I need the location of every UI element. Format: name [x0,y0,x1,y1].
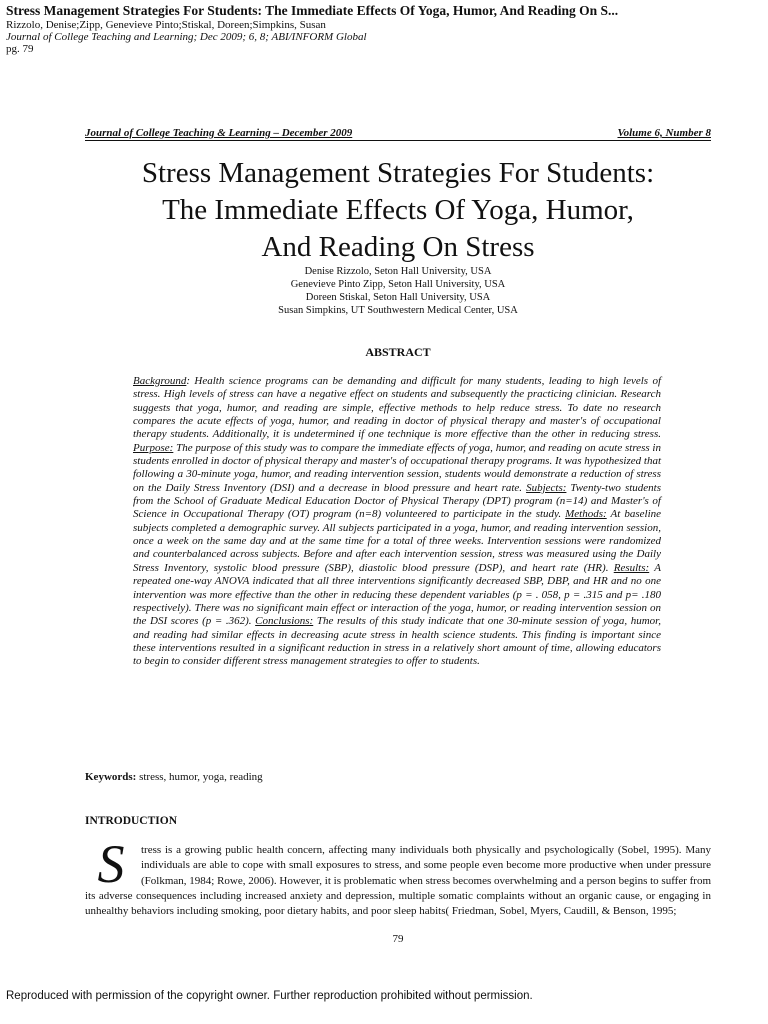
abstract-subjects: Twenty-two students from the School of Graduate Medical Education Doctor of Physical Therapy (DPT) program (n=14) and Master's of Science in Occupational Therapy (OT) program (n=8) volunteered to participate in the study. [133,481,662,521]
keywords [85,770,711,784]
abstract-methods: At baseline subjects completed a demographic survey. All subjects participated in a yoga, humor, and reading intervention session, once a week on the same day and at the same time for a total of three weeks. Intervention sessions were randomized and counterbalanced across subjects. Before and after each intervention session, stress was measured using the Daily Stress Inventory, systolic blood pressure (SBP), diastolic blood pressure (DSP), and heart rate (HR). [133,508,662,574]
copyright-footer: Reproduced with permission of the copyright owner. Further reproduction prohibited without permission. [6,990,533,1002]
author-list [150,265,646,317]
author-affiliation: Denise Rizzolo, Seton Hall University, USA [304,266,492,277]
introduction-text: tress is a growing public health concern, affecting many individuals both physically and psychologically (Sobel, 1995). Many individuals are able to cope with small exposures to stress, and some people even become more productive when under pressure (Folkman, 1984; Rowe, 2006). However, it is problematic when stress becomes overwhelming and a person begins to suffer from its adverse consequences including increased anxiety and depression, multiple somatic complaints without an organic cause, or engaging in unhealthy behaviors including smoking, poor dietary habits, and poor sleep habits( Friedman, Sobel, Myers, Caudill, & Benson, 1995; [85,844,712,918]
paper-title-line: Stress Management Strategies For Students: [141,157,655,189]
abstract-methods-label: Methods: [565,508,607,521]
author-affiliation: Genevieve Pinto Zipp, Seton Hall University, USA [290,279,506,290]
running-head [85,127,711,141]
citation-title[interactable]: Stress Management Strategies For Students: The Immediate Effects Of Yoga, Humor, And Reading On S... [6,3,619,18]
introduction-heading: INTRODUCTION [85,815,178,827]
author-affiliation: Susan Simpkins, UT Southwestern Medical Center, USA [278,305,518,316]
citation-page: pg. 79 [6,43,34,55]
abstract-background-label: Background [133,375,187,387]
dropcap-letter: S [97,834,125,894]
introduction-body [85,834,712,919]
abstract-purpose-label: Purpose: [133,441,174,454]
author-affiliation: Doreen Stiskal, Seton Hall University, USA [305,292,491,303]
abstract-conclusions: The results of this study indicate that one 30-minute session of yoga, humor, and reading had similar effects in decreasing acute stress in health science students. This finding is important since these interventions resulted in a significant reduction in stress in a relatively short amount of time, allowing educators to begin to consider different stress management strategies to offer to students. [133,615,661,668]
abstract-purpose: The purpose of this study was to compare the immediate effects of yoga, humor, and reading on acute stress in students enrolled in doctor of physical therapy and master's of occupational therapy programs. It was hypothesized that following a 30-minute yoga, humor, and reading intervention session, students would demonstrate a reduction of stress on the Daily Stress Inventory (DSI) and a decrease in blood pressure and heart rate. [133,441,661,494]
abstract-results: A repeated one-way ANOVA indicated that all three interventions significantly decreased SBP, DBP, and HR and no one intervention was more effective than the other in reducing these dependent variables (p = . 058, p = .315 and p= .180 respectively). There was no significant main effect or interaction of the yoga, humor, or reading intervention session on the DSI scores (p = .362). [133,561,661,628]
paper-title-line: And Reading On Stress [261,231,535,263]
paper-title [40,155,756,266]
running-head-journal: Journal of College Teaching & Learning – December 2009 [85,127,353,139]
abstract-background: : Health science programs can be demanding and difficult for many students, leading to high levels of stress. High levels of stress can have a negative effect on students and subsequently the practicing clinician. Research suggests that yoga, humor, and reading are simple, effective methods to help reduce stress. To date no research compares the acute effects of yoga, humor, and reading in doctor of physical therapy and master's of occupational therapy students. Additionally, it is undetermined if one technique is more effective than the other in reducing stress. [133,375,661,441]
paper-title-line: The Immediate Effects Of Yoga, Humor, [162,194,634,226]
abstract-results-label: Results: [613,561,650,574]
citation-authors: Rizzolo, Denise;Zipp, Genevieve Pinto;Stiskal, Doreen;Simpkins, Susan [6,19,326,31]
running-head-volume: Volume 6, Number 8 [617,127,711,139]
citation-source: Journal of College Teaching and Learning; Dec 2009; 6, 8; ABI/INFORM Global [6,31,367,43]
citation-header [6,3,762,55]
page-number: 79 [392,933,404,945]
abstract-body [133,375,661,669]
keywords-label: Keywords: [85,771,137,783]
abstract-heading: ABSTRACT [365,345,431,359]
abstract-subjects-label: Subjects: [526,481,567,494]
keywords-text: stress, humor, yoga, reading [136,771,263,783]
abstract-conclusions-label: Conclusions: [255,615,314,628]
